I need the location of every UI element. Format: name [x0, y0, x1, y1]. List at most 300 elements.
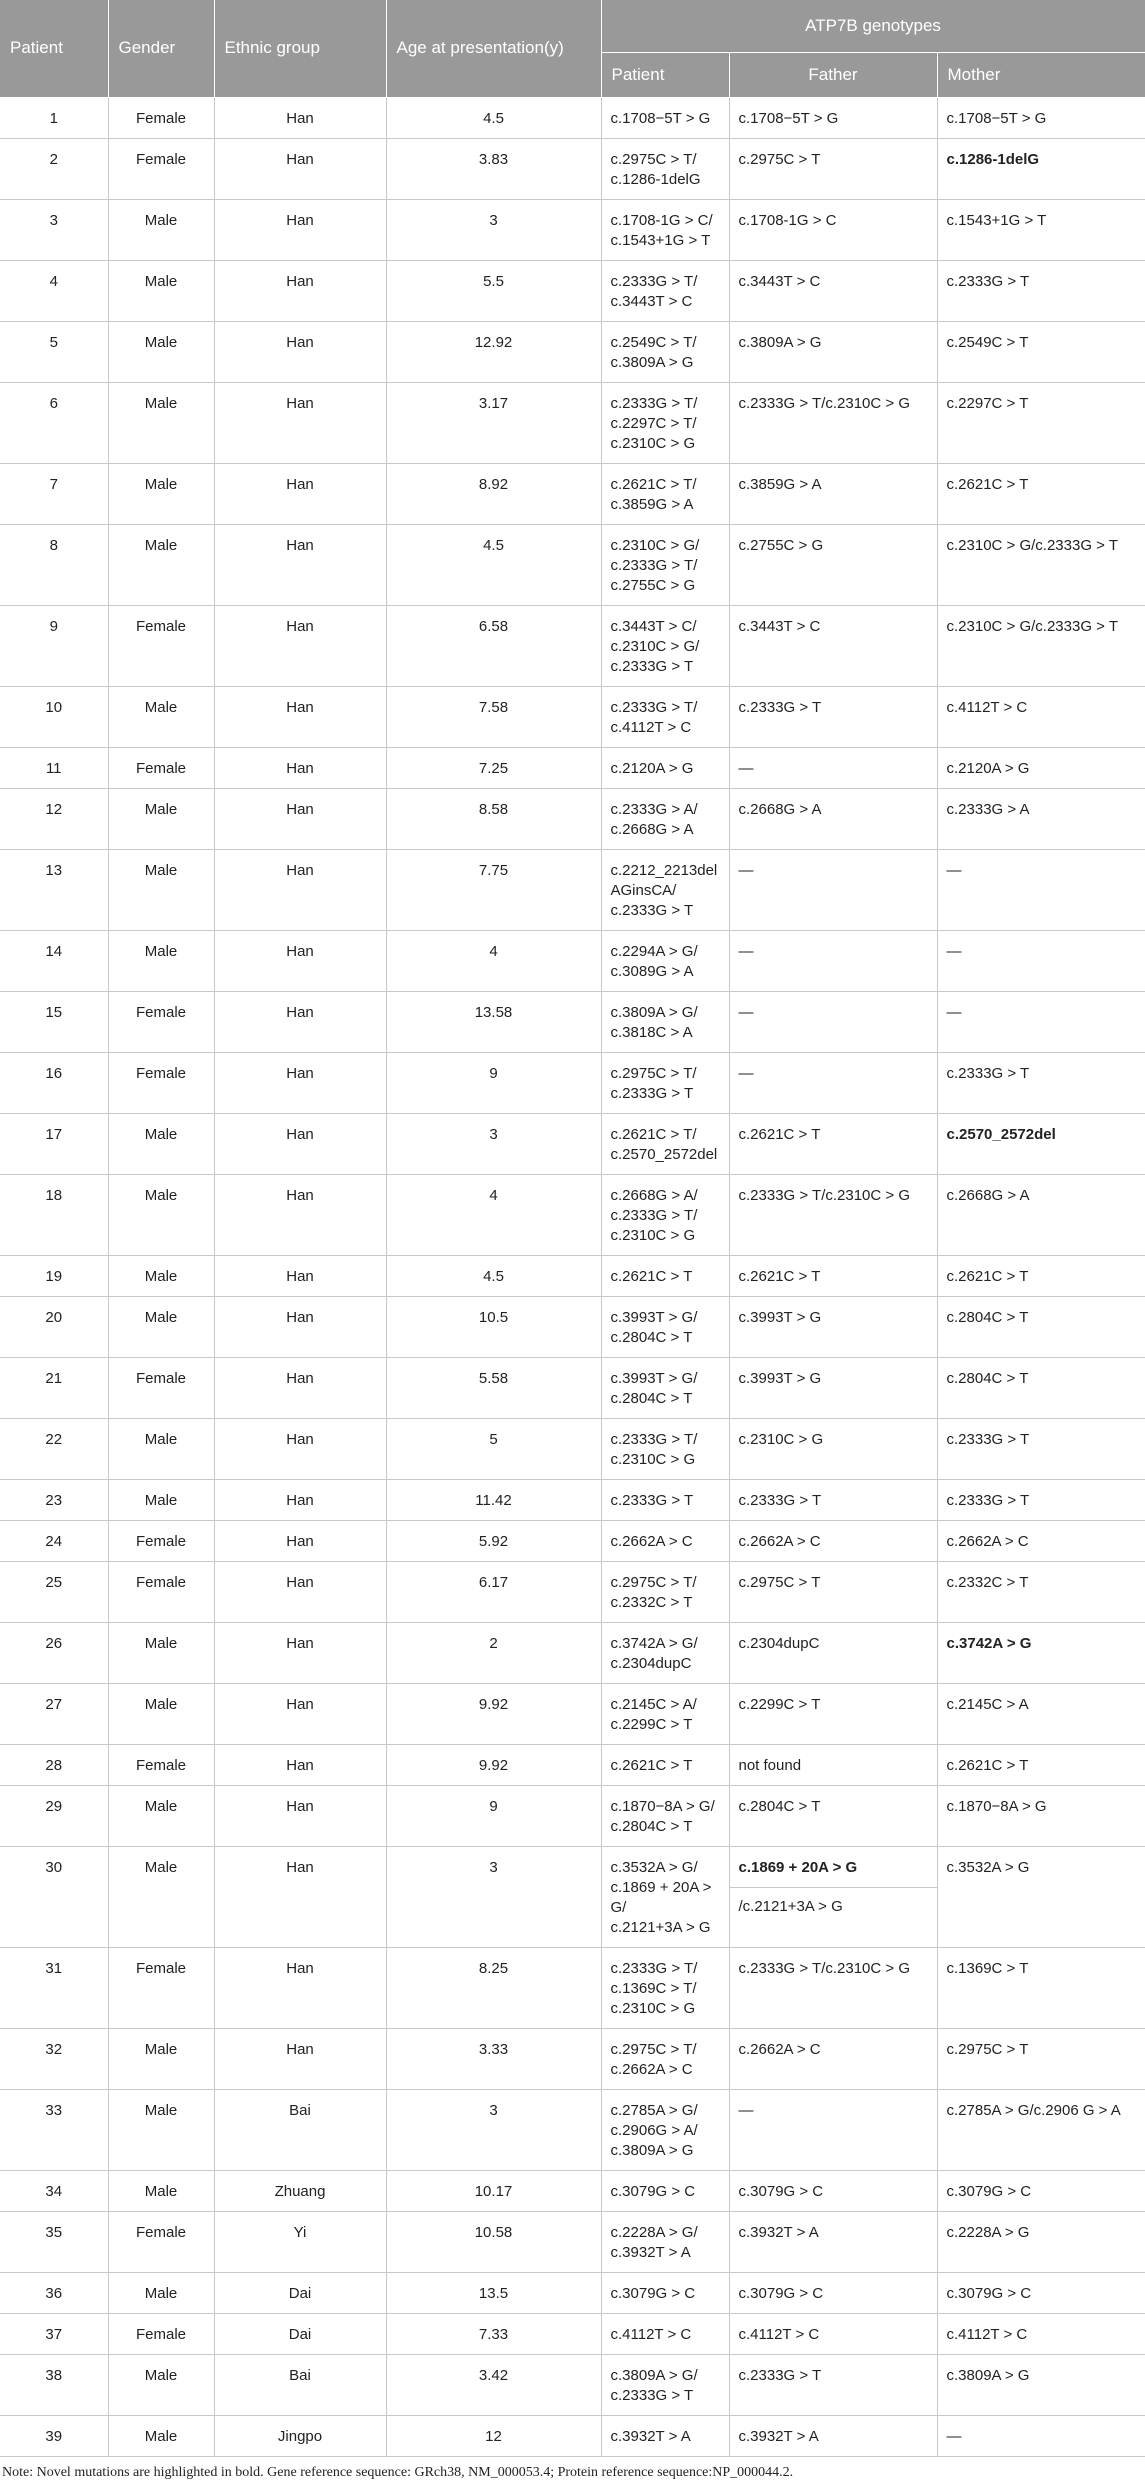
genotype-line: AGinsCA/ — [610, 881, 677, 899]
genotype-line: c.2333G > T/ — [610, 394, 698, 412]
father-genotype: c.2668G > A — [738, 800, 822, 818]
cell-father-genotype — [729, 1744, 937, 1785]
cell-patient-id: 24 — [0, 1520, 108, 1561]
cell-patient-id: 32 — [0, 2028, 108, 2089]
genotype-line: c.3809A > G — [610, 2141, 694, 2159]
cell-patient-genotype — [601, 199, 729, 260]
cell-gender: Male — [108, 260, 214, 321]
genotype-line: c.2333G > T/ — [610, 1206, 698, 1224]
cell-gender: Male — [108, 2170, 214, 2211]
father-genotype: — — [738, 759, 754, 777]
father-genotype: c.1708-1G > C — [738, 211, 837, 229]
table-row — [0, 97, 1145, 138]
cell-gender: Male — [108, 1683, 214, 1744]
cell-mother-genotype — [937, 2170, 1145, 2211]
table-body — [0, 97, 1145, 2456]
cell-gender: Male — [108, 2272, 214, 2313]
genotype-line: c.2668G > A/ — [610, 1186, 698, 1204]
cell-father-genotype — [729, 788, 937, 849]
cell-father-genotype — [729, 930, 937, 991]
cell-father-genotype — [729, 2272, 937, 2313]
cell-ethnic-group: Han — [214, 2028, 386, 2089]
table-row — [0, 1255, 1145, 1296]
cell-ethnic-group: Han — [214, 97, 386, 138]
cell-patient-genotype — [601, 849, 729, 930]
mother-genotype: c.1286-1delG — [946, 150, 1040, 168]
genotype-line: c.3809A > G/ — [610, 2366, 698, 2384]
table-row — [0, 2313, 1145, 2354]
table-row — [0, 1947, 1145, 2028]
cell-father-genotype — [729, 260, 937, 321]
genotype-line: c.2333G > T/ — [610, 556, 698, 574]
cell-father-genotype — [729, 382, 937, 463]
cell-age: 4.5 — [386, 1255, 601, 1296]
header-gender: Gender — [108, 0, 214, 97]
cell-mother-genotype — [937, 321, 1145, 382]
table-row — [0, 2415, 1145, 2456]
cell-mother-genotype — [937, 463, 1145, 524]
cell-ethnic-group: Bai — [214, 2089, 386, 2170]
genotype-line: c.2297C > T/ — [610, 414, 697, 432]
father-genotype: c.2299C > T — [738, 1695, 821, 1713]
father-genotype: c.2310C > G — [738, 1430, 824, 1448]
cell-gender: Male — [108, 1846, 214, 1947]
cell-father-genotype — [729, 2313, 937, 2354]
mother-genotype: c.2662A > C — [946, 1532, 1029, 1550]
cell-age: 2 — [386, 1622, 601, 1683]
cell-age: 10.5 — [386, 1296, 601, 1357]
table-row — [0, 138, 1145, 199]
genotype-line: c.2975C > T/ — [610, 1064, 697, 1082]
cell-ethnic-group: Dai — [214, 2313, 386, 2354]
genotype-line: c.2906G > A/ — [610, 2121, 698, 2139]
cell-patient-id: 17 — [0, 1113, 108, 1174]
table-row — [0, 1052, 1145, 1113]
genotype-line: c.3993T > G/ — [610, 1308, 698, 1326]
cell-patient-genotype — [601, 1357, 729, 1418]
cell-ethnic-group: Han — [214, 991, 386, 1052]
cell-patient-id: 16 — [0, 1052, 108, 1113]
table-row — [0, 1785, 1145, 1846]
genotype-line: c.2310C > G — [610, 1450, 696, 1468]
genotype-line: c.2333G > T/ — [610, 1430, 698, 1448]
cell-patient-id: 36 — [0, 2272, 108, 2313]
cell-gender: Female — [108, 1357, 214, 1418]
cell-father-genotype — [729, 1622, 937, 1683]
cell-mother-genotype — [937, 1561, 1145, 1622]
cell-mother-genotype — [937, 260, 1145, 321]
genotype-line: c.2310C > G — [610, 434, 696, 452]
cell-mother-genotype — [937, 1947, 1145, 2028]
cell-patient-genotype — [601, 2313, 729, 2354]
cell-mother-genotype — [937, 2272, 1145, 2313]
cell-ethnic-group: Han — [214, 849, 386, 930]
cell-age: 7.25 — [386, 747, 601, 788]
mother-genotype: — — [946, 2427, 962, 2445]
cell-patient-id: 30 — [0, 1846, 108, 1947]
mother-genotype: — — [946, 1003, 962, 1021]
cell-gender: Male — [108, 199, 214, 260]
cell-patient-id: 1 — [0, 97, 108, 138]
father-genotype: c.2304dupC — [738, 1634, 820, 1652]
father-genotype: c.4112T > C — [738, 2325, 820, 2343]
cell-ethnic-group: Han — [214, 260, 386, 321]
cell-mother-genotype — [937, 2028, 1145, 2089]
cell-age: 5.58 — [386, 1357, 601, 1418]
cell-age: 13.58 — [386, 991, 601, 1052]
cell-patient-genotype — [601, 138, 729, 199]
mother-genotype: c.3079G > C — [946, 2284, 1032, 2302]
mother-genotype: c.2621C > T — [946, 1267, 1029, 1285]
cell-gender: Male — [108, 1479, 214, 1520]
cell-mother-genotype — [937, 747, 1145, 788]
table-row — [0, 1479, 1145, 1520]
cell-patient-genotype — [601, 1561, 729, 1622]
cell-father-genotype — [729, 1846, 937, 1947]
father-genotype: c.1869 + 20A > G — [738, 1858, 858, 1876]
mother-genotype: c.3742A > G — [946, 1634, 1032, 1652]
cell-age: 3 — [386, 1846, 601, 1947]
cell-age: 9.92 — [386, 1683, 601, 1744]
subheader-patient: Patient — [601, 52, 729, 97]
cell-age: 9 — [386, 1052, 601, 1113]
cell-father-genotype — [729, 1683, 937, 1744]
cell-ethnic-group: Yi — [214, 2211, 386, 2272]
mother-genotype: c.3532A > G — [946, 1858, 1030, 1876]
cell-patient-genotype — [601, 321, 729, 382]
mother-genotype: c.2333G > T — [946, 1064, 1030, 1082]
cell-patient-id: 29 — [0, 1785, 108, 1846]
genotype-line: c.2294A > G/ — [610, 942, 698, 960]
father-genotype: c.2333G > T/c.2310C > G — [738, 1186, 910, 1204]
cell-father-genotype — [729, 2415, 937, 2456]
cell-mother-genotype — [937, 382, 1145, 463]
genotype-line: c.2570_2572del — [610, 1145, 718, 1163]
genotype-line: c.2212_2213del — [610, 861, 718, 879]
cell-ethnic-group: Han — [214, 321, 386, 382]
cell-father-genotype — [729, 1561, 937, 1622]
cell-gender: Female — [108, 1561, 214, 1622]
father-genotype: c.3993T > G — [738, 1369, 822, 1387]
cell-age: 10.58 — [386, 2211, 601, 2272]
mother-genotype: c.2310C > G/c.2333G > T — [946, 536, 1118, 554]
cell-ethnic-group: Han — [214, 524, 386, 605]
cell-patient-id: 38 — [0, 2354, 108, 2415]
cell-father-genotype — [729, 1113, 937, 1174]
cell-ethnic-group: Han — [214, 199, 386, 260]
cell-patient-genotype — [601, 1174, 729, 1255]
cell-mother-genotype — [937, 524, 1145, 605]
cell-mother-genotype — [937, 1683, 1145, 1744]
cell-father-genotype — [729, 1520, 937, 1561]
cell-patient-id: 23 — [0, 1479, 108, 1520]
genotype-line: c.3809A > G/ — [610, 1003, 698, 1021]
cell-mother-genotype — [937, 991, 1145, 1052]
mother-genotype: c.2145C > A — [946, 1695, 1029, 1713]
cell-ethnic-group: Jingpo — [214, 2415, 386, 2456]
cell-patient-genotype — [601, 2170, 729, 2211]
table-row — [0, 2089, 1145, 2170]
cell-mother-genotype — [937, 849, 1145, 930]
cell-gender: Female — [108, 97, 214, 138]
cell-mother-genotype — [937, 2354, 1145, 2415]
cell-patient-genotype — [601, 686, 729, 747]
cell-patient-genotype — [601, 524, 729, 605]
table-row — [0, 524, 1145, 605]
cell-age: 10.17 — [386, 2170, 601, 2211]
cell-age: 4 — [386, 930, 601, 991]
cell-gender: Male — [108, 524, 214, 605]
genotype-line: c.2804C > T — [610, 1389, 693, 1407]
mother-genotype: c.4112T > C — [946, 698, 1028, 716]
cell-age: 5 — [386, 1418, 601, 1479]
cell-mother-genotype — [937, 1052, 1145, 1113]
genotype-line: c.2755C > G — [610, 576, 696, 594]
cell-mother-genotype — [937, 138, 1145, 199]
cell-patient-id: 14 — [0, 930, 108, 991]
genotype-line: c.3079G > C — [610, 2284, 696, 2302]
genotype-line: c.2120A > G — [610, 759, 694, 777]
table-row — [0, 1683, 1145, 1744]
cell-patient-genotype — [601, 747, 729, 788]
table-row — [0, 1113, 1145, 1174]
cell-father-genotype — [729, 2211, 937, 2272]
cell-mother-genotype — [937, 1296, 1145, 1357]
cell-mother-genotype — [937, 1479, 1145, 1520]
father-genotype: — — [738, 1003, 754, 1021]
cell-age: 8.25 — [386, 1947, 601, 2028]
mother-genotype: c.4112T > C — [946, 2325, 1028, 2343]
cell-patient-id: 22 — [0, 1418, 108, 1479]
cell-ethnic-group: Han — [214, 382, 386, 463]
cell-ethnic-group: Bai — [214, 2354, 386, 2415]
mother-genotype: c.2621C > T — [946, 1756, 1029, 1774]
cell-father-genotype — [729, 605, 937, 686]
father-genotype: c.3443T > C — [738, 617, 821, 635]
cell-ethnic-group: Han — [214, 1255, 386, 1296]
cell-father-genotype — [729, 2028, 937, 2089]
cell-ethnic-group: Han — [214, 1113, 386, 1174]
cell-age: 4.5 — [386, 524, 601, 605]
cell-ethnic-group: Han — [214, 1744, 386, 1785]
table-row — [0, 2028, 1145, 2089]
cell-gender: Male — [108, 2089, 214, 2170]
genotype-line: c.2333G > T/ — [610, 1959, 698, 1977]
cell-father-genotype — [729, 1255, 937, 1296]
cell-gender: Male — [108, 788, 214, 849]
cell-age: 3 — [386, 1113, 601, 1174]
cell-patient-id: 13 — [0, 849, 108, 930]
cell-ethnic-group: Han — [214, 788, 386, 849]
cell-patient-genotype — [601, 991, 729, 1052]
cell-age: 6.58 — [386, 605, 601, 686]
table-row — [0, 747, 1145, 788]
genotype-line: c.2333G > T — [610, 2386, 694, 2404]
father-genotype-extra: /c.2121+3A > G — [730, 1887, 937, 1917]
father-genotype: c.3932T > A — [738, 2427, 819, 2445]
cell-ethnic-group: Han — [214, 1683, 386, 1744]
cell-patient-id: 37 — [0, 2313, 108, 2354]
genotype-line: c.2621C > T/ — [610, 1125, 697, 1143]
genotype-line: c.2804C > T — [610, 1328, 693, 1346]
cell-ethnic-group: Han — [214, 1296, 386, 1357]
subheader-mother: Mother — [937, 52, 1145, 97]
cell-father-genotype — [729, 138, 937, 199]
mother-genotype: c.2804C > T — [946, 1369, 1029, 1387]
cell-patient-genotype — [601, 1520, 729, 1561]
cell-gender: Male — [108, 1174, 214, 1255]
cell-gender: Female — [108, 1052, 214, 1113]
cell-age: 9 — [386, 1785, 601, 1846]
mother-genotype: c.2668G > A — [946, 1186, 1030, 1204]
cell-patient-genotype — [601, 1744, 729, 1785]
cell-age: 13.5 — [386, 2272, 601, 2313]
cell-age: 3 — [386, 2089, 601, 2170]
cell-patient-genotype — [601, 382, 729, 463]
cell-patient-genotype — [601, 1683, 729, 1744]
table-row — [0, 849, 1145, 930]
cell-gender: Female — [108, 2211, 214, 2272]
genotype-line: c.1286-1delG — [610, 170, 701, 188]
father-genotype: — — [738, 2101, 754, 2119]
genotype-line: c.3443T > C — [610, 292, 693, 310]
mother-genotype: c.2333G > T — [946, 1491, 1030, 1509]
father-genotype: c.2621C > T — [738, 1125, 821, 1143]
cell-patient-genotype — [601, 2028, 729, 2089]
genotype-line: c.2804C > T — [610, 1817, 693, 1835]
father-genotype: c.3932T > A — [738, 2223, 819, 2241]
father-genotype: c.2333G > T/c.2310C > G — [738, 394, 910, 412]
table-row — [0, 1846, 1145, 1947]
header-age: Age at presentation(y) — [386, 0, 601, 97]
genotype-line: c.3443T > C/ — [610, 617, 697, 635]
father-genotype: c.2804C > T — [738, 1797, 821, 1815]
cell-gender: Female — [108, 991, 214, 1052]
header-genotypes: ATP7B genotypes — [601, 0, 1145, 52]
cell-patient-genotype — [601, 463, 729, 524]
father-genotype: not found — [738, 1756, 802, 1774]
cell-gender: Male — [108, 1255, 214, 1296]
cell-gender: Male — [108, 2028, 214, 2089]
cell-patient-id: 4 — [0, 260, 108, 321]
cell-father-genotype — [729, 321, 937, 382]
genotype-line: c.2145C > A/ — [610, 1695, 697, 1713]
father-genotype: c.2662A > C — [738, 1532, 821, 1550]
cell-patient-genotype — [601, 1947, 729, 2028]
cell-gender: Male — [108, 930, 214, 991]
father-genotype: c.2975C > T — [738, 150, 821, 168]
cell-gender: Female — [108, 1744, 214, 1785]
genotype-line: c.2304dupC — [610, 1654, 692, 1672]
cell-patient-genotype — [601, 1418, 729, 1479]
genotype-line: c.3932T > A — [610, 2427, 691, 2445]
mother-genotype: c.1870−8A > G — [946, 1797, 1047, 1815]
mother-genotype: c.1708−5T > G — [946, 109, 1047, 127]
cell-patient-genotype — [601, 97, 729, 138]
cell-age: 3.33 — [386, 2028, 601, 2089]
cell-father-genotype — [729, 1174, 937, 1255]
cell-mother-genotype — [937, 1520, 1145, 1561]
cell-ethnic-group: Han — [214, 747, 386, 788]
father-genotype: c.2755C > G — [738, 536, 824, 554]
cell-gender: Male — [108, 2354, 214, 2415]
genotype-line: c.2299C > T — [610, 1715, 693, 1733]
cell-father-genotype — [729, 1947, 937, 2028]
father-genotype: c.2333G > T — [738, 698, 822, 716]
genotype-line: c.2668G > A — [610, 820, 694, 838]
cell-mother-genotype — [937, 1744, 1145, 1785]
cell-ethnic-group: Han — [214, 1174, 386, 1255]
genotype-line: c.2333G > T/ — [610, 272, 698, 290]
father-genotype: c.3859G > A — [738, 475, 822, 493]
cell-patient-genotype — [601, 605, 729, 686]
cell-patient-id: 21 — [0, 1357, 108, 1418]
table-row — [0, 1561, 1145, 1622]
cell-father-genotype — [729, 1296, 937, 1357]
mother-genotype: c.2333G > T — [946, 272, 1030, 290]
cell-father-genotype — [729, 524, 937, 605]
father-genotype: — — [738, 861, 754, 879]
table-row — [0, 2211, 1145, 2272]
cell-patient-id: 31 — [0, 1947, 108, 2028]
cell-patient-id: 2 — [0, 138, 108, 199]
genotype-line: c.3742A > G/ — [610, 1634, 698, 1652]
cell-age: 6.17 — [386, 1561, 601, 1622]
mother-genotype: — — [946, 861, 962, 879]
cell-patient-id: 28 — [0, 1744, 108, 1785]
cell-mother-genotype — [937, 1846, 1145, 1947]
cell-ethnic-group: Han — [214, 1622, 386, 1683]
mother-genotype: c.1369C > T — [946, 1959, 1029, 1977]
father-genotype: c.3993T > G — [738, 1308, 822, 1326]
genotype-line: c.2310C > G/ — [610, 536, 700, 554]
cell-patient-genotype — [601, 2354, 729, 2415]
father-genotype: c.2621C > T — [738, 1267, 821, 1285]
cell-age: 9.92 — [386, 1744, 601, 1785]
father-genotype: c.2975C > T — [738, 1573, 821, 1591]
father-genotype: c.3079G > C — [738, 2182, 824, 2200]
genotype-line: c.3089G > A — [610, 962, 694, 980]
cell-patient-id: 9 — [0, 605, 108, 686]
cell-patient-id: 5 — [0, 321, 108, 382]
genotype-line: c.2662A > C — [610, 2060, 693, 2078]
table-row — [0, 463, 1145, 524]
genotype-line: c.2975C > T/ — [610, 2040, 697, 2058]
table-row — [0, 1296, 1145, 1357]
cell-mother-genotype — [937, 605, 1145, 686]
cell-patient-id: 7 — [0, 463, 108, 524]
cell-ethnic-group: Han — [214, 1357, 386, 1418]
cell-patient-genotype — [601, 1846, 729, 1947]
table-row — [0, 199, 1145, 260]
cell-mother-genotype — [937, 788, 1145, 849]
mother-genotype: c.2120A > G — [946, 759, 1030, 777]
cell-gender: Male — [108, 1418, 214, 1479]
mother-genotype: c.3079G > C — [946, 2182, 1032, 2200]
cell-patient-id: 3 — [0, 199, 108, 260]
genotype-line: G/ — [610, 1898, 627, 1916]
mother-genotype: c.2549C > T — [946, 333, 1029, 351]
cell-gender: Male — [108, 2415, 214, 2456]
table-row — [0, 321, 1145, 382]
cell-patient-genotype — [601, 1479, 729, 1520]
genotype-line: c.2310C > G — [610, 1226, 696, 1244]
cell-age: 5.92 — [386, 1520, 601, 1561]
cell-gender: Female — [108, 2313, 214, 2354]
cell-age: 3.42 — [386, 2354, 601, 2415]
father-genotype: c.3079G > C — [738, 2284, 824, 2302]
table-row — [0, 1174, 1145, 1255]
